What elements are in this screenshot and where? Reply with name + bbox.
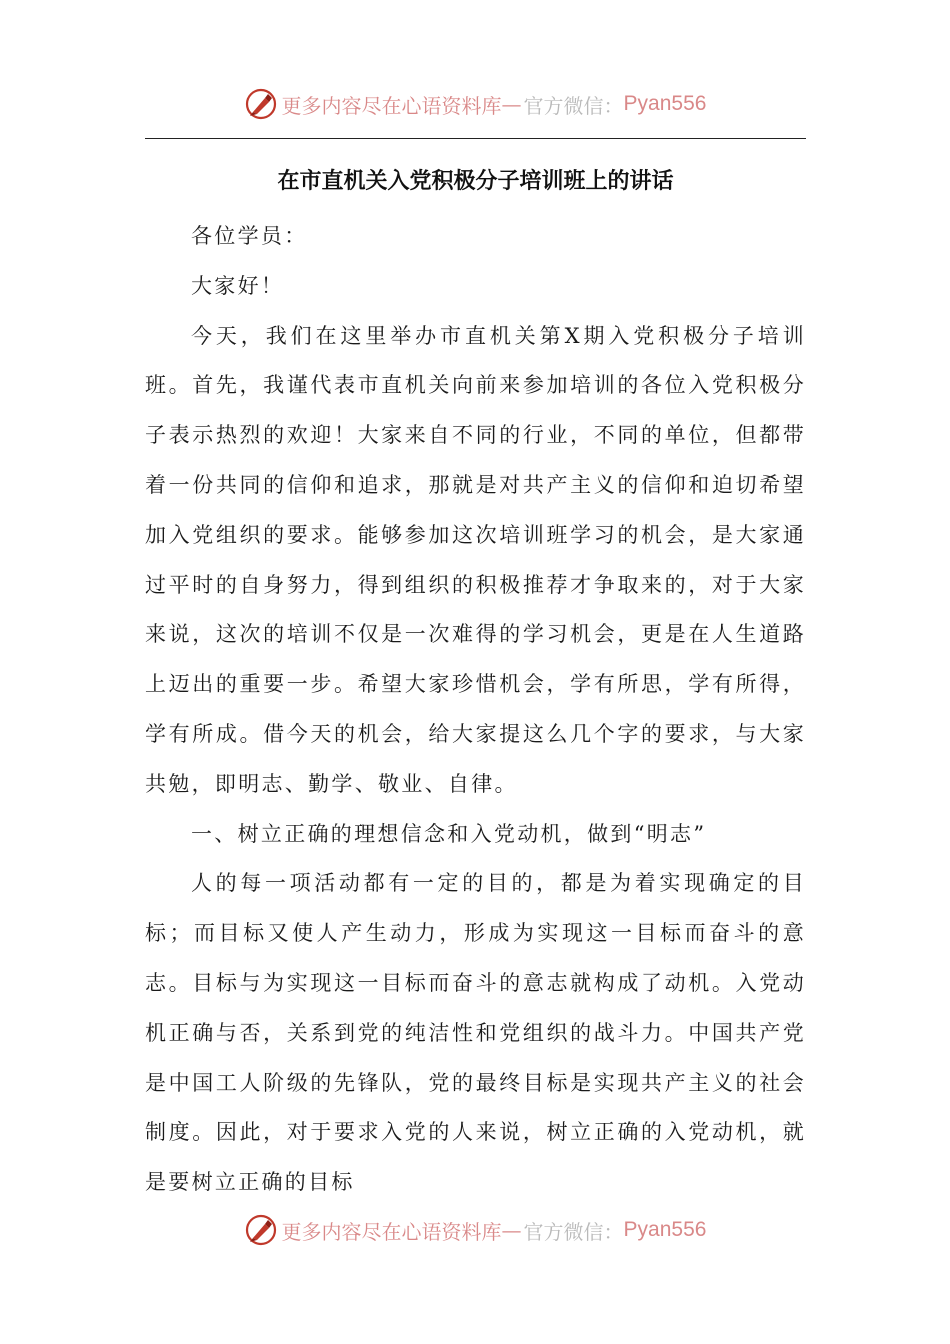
footer-banner bbox=[0, 1208, 950, 1252]
header-divider bbox=[145, 138, 806, 139]
paragraph-salutation: 各位学员： bbox=[191, 224, 308, 248]
section-heading-1: 一、树立正确的理想信念和入党动机，做到“明志” bbox=[191, 821, 707, 846]
banner-wechat-id: Pyan556 bbox=[623, 92, 707, 115]
paragraph-section-1: 人的每一项活动都有一定的目的，都是为着实现确定的目标；而目标又使人产生动力，形成为实现这一目标而奋斗的意志。目标与为实现这一目标而奋斗的意志就构成了动机。入党动机正确与否，关系到党的纯洁性和党组织的战斗力。中国共产党是中国工人阶级的先锋队，党的最终目标是实现共产主义的社会制度。因此，对于要求入党的人来说，树立正确的入党动机，就是要树立正确的目标 bbox=[145, 871, 806, 1195]
pen-nib-logo-icon bbox=[244, 1213, 278, 1247]
document-title: 在市直机关入党积极分子培训班上的讲话 bbox=[277, 169, 674, 194]
banner-wechat-label: 官方微信： bbox=[523, 93, 624, 118]
banner-separator: — bbox=[501, 92, 522, 116]
paragraph-intro: 今天，我们在这里举办市直机关第X期入党积极分子培训班。首先，我谨代表市直机关向前来参加培训的各位入党积极分子表示热烈的欢迎！大家来自不同的行业，不同的单位，但都带着一份共同的信仰和追求，那就是对共产主义的信仰和迫切希望加入党组织的要求。能够参加这次培训班学习的机会，是大家通过平时的自身努力，得到组织的积极推荐才争取来的，对于大家来说，这次的培训不仅是一次难得的学习机会，更是在人生道路上迈出的重要一步。希望大家珍惜机会，学有所思，学有所得，学有所成。借今天的机会，给大家提这么几个字的要求，与大家共勉，即明志、勤学、敬业、自律。 bbox=[145, 323, 806, 796]
pen-nib-logo-icon bbox=[244, 87, 278, 121]
banner-wechat-id: Pyan556 bbox=[623, 1218, 707, 1241]
header-banner bbox=[0, 82, 950, 126]
banner-site-text: 更多内容尽在心语资料库 bbox=[281, 1219, 502, 1244]
banner-site-text: 更多内容尽在心语资料库 bbox=[281, 93, 502, 118]
document-body bbox=[145, 212, 806, 1208]
banner-separator: — bbox=[501, 1218, 522, 1242]
paragraph-greeting: 大家好！ bbox=[191, 273, 285, 298]
banner-wechat-label: 官方微信： bbox=[523, 1219, 624, 1244]
